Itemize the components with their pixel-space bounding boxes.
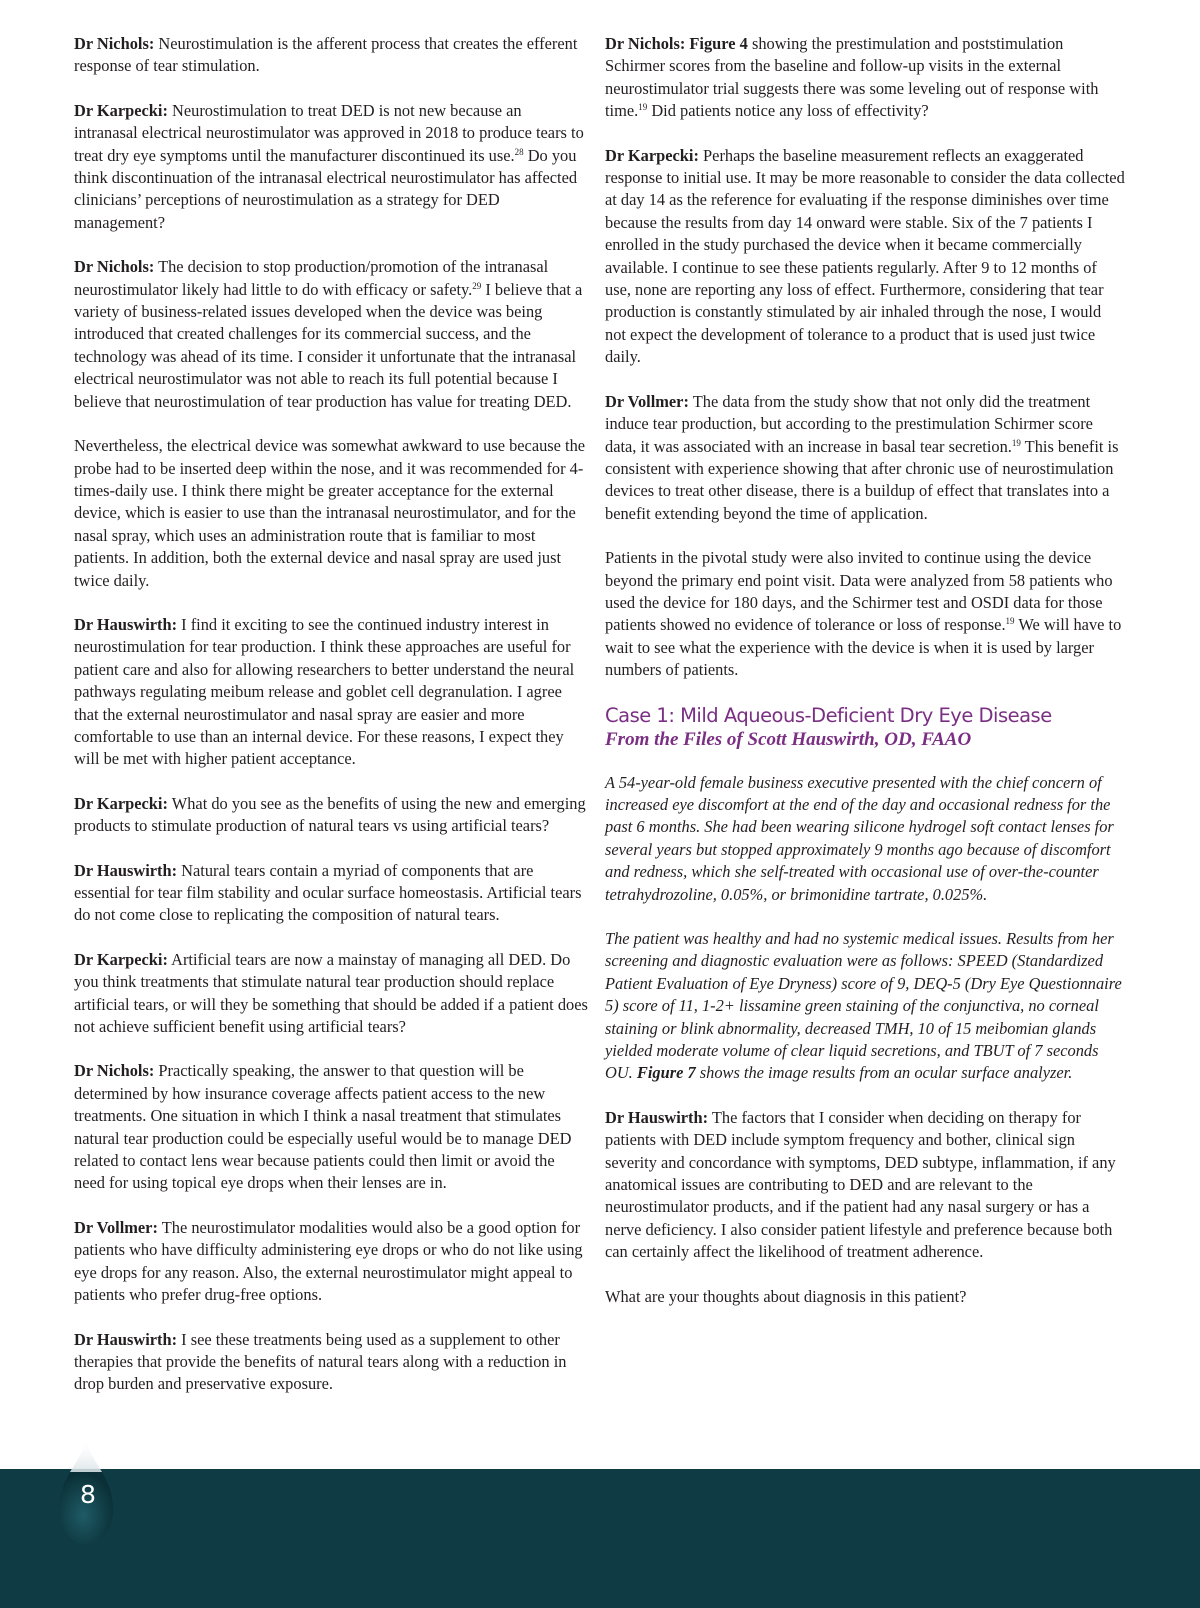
- reference-superscript: 19: [1005, 616, 1015, 627]
- paragraph-text: The patient was healthy and had no systemic medical issues. Results from her screening and diagnostic evaluation were as follows: SPEED (Standardized Patient Evaluation of Eye Dryness) score of 9, DEQ-5 (Dry Eye Questionnaire 5) score of 11, 1-2+ lissamine green staining of the conjunctiva, no corneal staining or blink abnormality, decreased TMH, 10 of 15 meibomian glands yielded moderate volume of clear liquid secretions, and TBUT of 7 seconds OU.: [605, 929, 1122, 1083]
- left-column: [74, 33, 589, 1418]
- speaker-label: Dr Vollmer:: [74, 1217, 158, 1237]
- paragraph-text: Do you think discontinuation of the intranasal electrical neurostimulator has affected clinicians’ perceptions of neurostimulation as a strategy for DED management?: [74, 145, 578, 232]
- speaker-label: Dr Karpecki:: [74, 949, 168, 969]
- paragraph: [605, 1107, 1125, 1264]
- case-paragraph: [605, 928, 1125, 1085]
- page-footer: [0, 1469, 1200, 1608]
- paragraph-text: Patients in the pivotal study were also invited to continue using the device beyond the primary end point visit. Data were analyzed from 58 patients who used the device for 180 days, and the Schirmer test and OSDI data for those patients showed no evidence of tolerance or loss of response.: [605, 548, 1113, 635]
- paragraph-text: Artificial tears are now a mainstay of managing all DED. Do you think treatments that stimulate natural tear production should replace artificial tears, or will they be something that should be added if a patient does not achieve sufficient benefit using artificial tears?: [74, 949, 588, 1037]
- paragraph-text: The decision to stop production/promotion of the intranasal neurostimulator likely had little to do with efficacy or safety.: [74, 257, 549, 299]
- paragraph-text: showing the prestimulation and poststimulation Schirmer scores from the baseline and follow-up visits in the external neurostimulator trial suggests there was some leveling out of response with time.: [605, 34, 1099, 121]
- paragraph-text: What are your thoughts about diagnosis in this patient?: [605, 1286, 967, 1306]
- speaker-label: Dr Hauswirth:: [605, 1107, 709, 1127]
- paragraph-text: Neurostimulation is the afferent process that creates the efferent response of tear stimulation.: [74, 34, 578, 76]
- speaker-label: Dr Hauswirth:: [74, 1329, 178, 1349]
- paragraph-text: The neurostimulator modalities would also be a good option for patients who have difficulty administering eye drops or who do not like using eye drops for any reason. Also, the external neurostimulator might appeal to patients who prefer drug-free options.: [74, 1217, 583, 1305]
- paragraph-text: Natural tears contain a myriad of components that are essential for tear film stability and ocular surface homeostasis. Artificial tears do not come close to replicating the composition of natural tears.: [74, 860, 582, 925]
- paragraph-text: We will have to wait to see what the experience with the device is when it is used by larger numbers of patients.: [605, 615, 1122, 680]
- case-subheading: From the Files of Scott Hauswirth, OD, FAAO: [605, 728, 972, 750]
- paragraph-text: I see these treatments being used as a supplement to other therapies that provide the benefits of natural tears along with a reduction in drop burden and preservative exposure.: [74, 1329, 567, 1394]
- paragraph-text: I believe that a variety of business-related issues developed when the device was being introduced that created challenges for its commercial success, and the technology was ahead of its time. I consider it unfortunate that the intranasal electrical neurostimulator was not able to reach its full potential because I believe that neurostimulation of tear production has value for treating DED.: [74, 279, 583, 411]
- paragraph: [74, 256, 589, 413]
- paragraph-text: Neurostimulation to treat DED is not new because an intranasal electrical neurostimulator was approved in 2018 to produce tears to treat dry eye symptoms until the manufacturer discontinued its use.: [74, 100, 584, 165]
- figure-reference: Figure 4: [689, 34, 748, 53]
- paragraph-text: Nevertheless, the electrical device was somewhat awkward to use because the probe had to be inserted deep within the nose, and it was recommended for 4-times-daily use. I think there might be greater acceptance for the external device, which is easier to use than the intranasal neurostimulator, and for the nasal spray, which uses an administration route that is familiar to most patients. In addition, both the external device and nasal spray are used just twice daily.: [74, 436, 586, 590]
- reference-superscript: 19: [1011, 437, 1021, 448]
- paragraph: [605, 547, 1125, 681]
- paragraph-text: The factors that I consider when deciding on therapy for patients with DED include symptom frequency and bother, clinical sign severity and concordance with symptoms, DED subtype, inflammation, if any anatomical issues are contributing to DED and are relevant to the neurostimulator products, and if the patient had any nasal surgery or has a nerve deficiency. I also consider patient lifestyle and preference because both can certainly affect the likelihood of treatment adherence.: [605, 1107, 1116, 1262]
- paragraph: [74, 949, 589, 1039]
- paragraph-text: This benefit is consistent with experience showing that after chronic use of neurostimulation devices to treat other disease, there is a buildup of effect that translates into a benefit extending beyond the time of application.: [605, 436, 1119, 523]
- paragraph: [74, 1217, 589, 1307]
- paragraph: [605, 145, 1125, 369]
- paragraph: [74, 100, 589, 234]
- speaker-label: Dr Karpecki:: [74, 100, 168, 120]
- speaker-label: Dr Hauswirth:: [74, 860, 178, 880]
- speaker-label: Dr Nichols:: [74, 34, 155, 53]
- speaker-label: Dr Vollmer:: [605, 391, 689, 411]
- speaker-label: Dr Karpecki:: [605, 145, 699, 165]
- speaker-label: Dr Nichols:: [74, 1061, 155, 1081]
- paragraph-text: Did patients notice any loss of effectivity?: [647, 101, 929, 121]
- paragraph-text: The data from the study show that not only did the treatment induce tear production, but according to the prestimulation Schirmer score data, it was associated with an increase in basal tear secretion.: [605, 391, 1093, 456]
- paragraph: [605, 33, 1125, 123]
- paragraph-text: A 54-year-old female business executive presented with the chief concern of increased eye discomfort at the end of the day and occasional redness for the past 6 months. She had been wearing silicone hydrogel soft contact lenses for several years but stopped approximately 9 months ago because of discomfort and redness, which she self-treated with occasional use of over-the-counter tetrahydrozoline, 0.05%, or brimonidine tartrate, 0.025%.: [605, 772, 1114, 904]
- paragraph-text: What do you see as the benefits of using the new and emerging products to stimulate production of natural tears vs using artificial tears?: [74, 793, 586, 836]
- paragraph: [74, 435, 589, 592]
- paragraph: [74, 614, 589, 771]
- paragraph: [605, 391, 1125, 525]
- right-column: [605, 33, 1125, 1330]
- paragraph: [605, 1286, 1125, 1308]
- speaker-label: Dr Karpecki:: [74, 793, 168, 813]
- speaker-label: Dr Hauswirth:: [74, 614, 178, 634]
- case-heading: Case 1: Mild Aqueous-Deficient Dry Eye Disease: [605, 703, 1052, 727]
- paragraph: [74, 793, 589, 838]
- page-number: 8: [80, 1480, 96, 1509]
- paragraph: [74, 1060, 589, 1194]
- paragraph-text: Practically speaking, the answer to that question will be determined by how insurance coverage affects patient access to the new treatments. One situation in which I think a nasal treatment that stimulates natural tear production could be especially useful would be to manage DED related to contact lens wear because patients could then limit or avoid the need for using topical eye drops when their lenses are in.: [74, 1061, 572, 1193]
- paragraph: [74, 860, 589, 927]
- reference-superscript: 29: [472, 280, 482, 291]
- paragraph: [74, 33, 589, 78]
- case-paragraph: [605, 772, 1125, 906]
- speaker-label: Dr Nichols:: [74, 257, 155, 277]
- reference-superscript: 19: [638, 102, 648, 113]
- reference-superscript: 28: [514, 146, 524, 157]
- figure-reference: Figure 7: [636, 1063, 696, 1083]
- paragraph-text: I find it exciting to see the continued industry interest in neurostimulation for tear production. I think these approaches are useful for patient care and also for allowing researchers to better understand the neural pathways regulating meibum release and goblet cell degranulation. I agree that the external neurostimulator and nasal spray are easier and more comfortable to use than an internal device. For these reasons, I expect they will be met with higher patient acceptance.: [74, 614, 575, 769]
- paragraph: [74, 1329, 589, 1396]
- paragraph-text: shows the image results from an ocular surface analyzer.: [699, 1063, 1073, 1083]
- speaker-label: Dr Nichols:: [605, 34, 686, 53]
- paragraph-text: Perhaps the baseline measurement reflects an exaggerated response to initial use. It may be more reasonable to consider the data collected at day 14 as the reference for evaluating if the response diminishes over time because the results from day 14 onward were stable. Six of the 7 patients I enrolled in the study purchased the device when it became commercially available. I continue to see these patients regularly. After 9 to 12 months of use, none are reporting any loss of effect. Furthermore, considering that tear production is constantly stimulated by air inhaled through the nose, I would not expect the development of tolerance to a product that is used just twice daily.: [605, 145, 1125, 367]
